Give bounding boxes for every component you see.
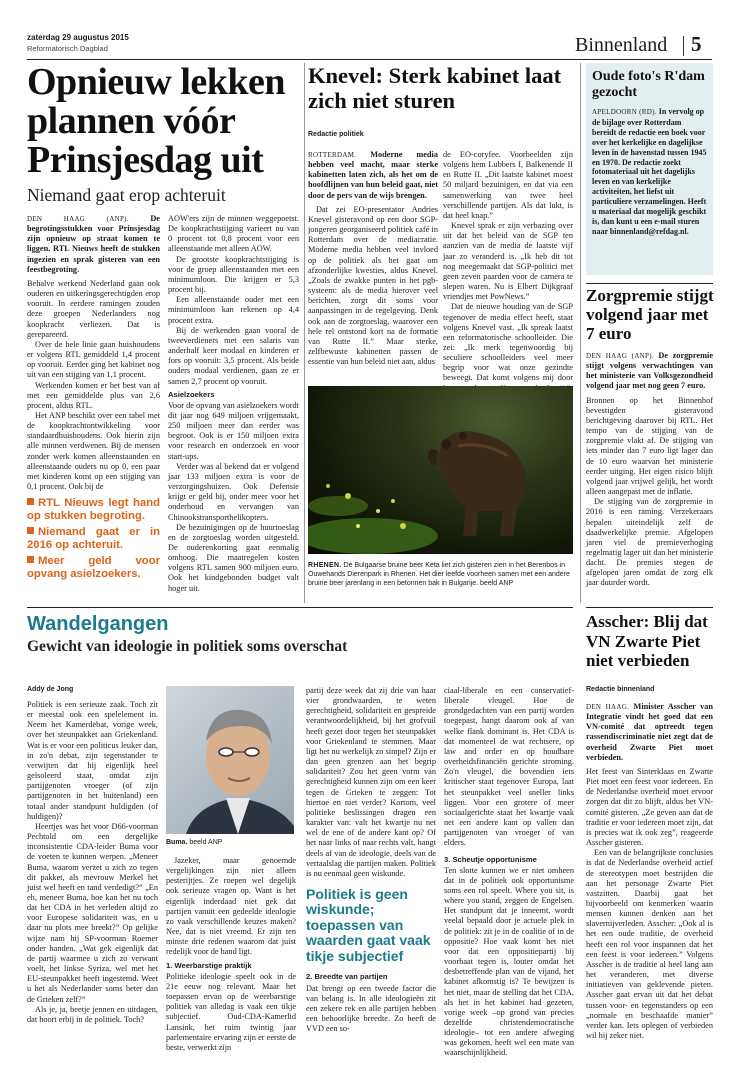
- wandel-col-3: [306, 686, 436, 1034]
- wandel-pull-quote: Politiek is geen wiskunde; toepassen van waarden gaat vaak tikje subjectief: [306, 885, 431, 964]
- asscher-paragraph: Een van de belangrijkste conclusies is dat de Nederlandse overheid actief de stereotypen moet bestrijden die aan het personage Zwarte Piet vastzitten. Daarbij gaat het bijvoorbeeld om kenmerken waarin mensen kunnen denken aan het slavernijverleden. Asscher: „Ook al is het een oude traditie, de overheid heeft een rol voor inspannen dat het een feest is voor iedereen.” Volgens Asscher is de traditie al heel lang aan het veranderen, met diverse initiatieven van geklevende pieten. Asscher gaat ervan uit dat het debat tussen voor- en tegenstanders op een „normale en beschaafde manier” verder kan. Iets oplegen of verbieden wil hij zeker niet.: [586, 848, 713, 1040]
- lead-subtitle: Niemand gaat erop achteruit: [27, 185, 226, 205]
- knevel-paragraph: de EO-coryfee. Voorbeelden zijn volgens hem Lubbers I, Balkenende II en Rutte II. „Dit laatste kabinet moest 50 miljard bezuinigen, en dat via een samenwerking van twee heel verschillende partijen. Als dat lukt, is dat heel knap.”: [443, 150, 573, 220]
- lead-bullet: Meer geld voor opvang asielzoekers.: [27, 555, 160, 580]
- wandel-subhead: 3. Scheutje opportunisme: [444, 854, 537, 864]
- fotos-headline: Oude foto's R'dam gezocht: [592, 69, 705, 100]
- wandel-col-1: [27, 700, 158, 1025]
- bullet-square-icon: [27, 498, 34, 505]
- wandel-paragraph: Heertjes was het voor D66-voorman Pechtold om een dergelijke inconsistentie CDA-leider Buma voor de voeten te kunnen werpen. „Meneer Buma, waarom verzet u zich zo tegen dit pakket, als mevrouw Merkel het juist wel heeft en tand verdedigt?” „En eh, meneer Buma, hoe kan het nu toch dat het CDA in het verleden altijd zo voor Europese solidariteit was, en u daar nu plots mee breekt?” Op gelijke wijze nam hij SP-voorman Roemer onder handen. „Wat gek eigenlijk dat de partij waarmee u zich zo verwant voelt, het linkse Syriza, wel met het EU-steunpakket heeft ingestemd. Weet u het als Nederlander soms beter dan de Grieken zelf?”: [27, 821, 158, 1004]
- wandel-paragraph: Dat brengt op een tweede factor die van belang is. In alle ideologieën zit een zekere rek en alle partijen hebben een behoorlijke breedte. Zo heeft de VVD een so-: [306, 983, 436, 1034]
- bear-photo: [308, 386, 573, 554]
- wandel-paragraph: Politieke ideologie speelt ook in de 21e eeuw nog relevant. Maar het toepassen ervan op de weerbarstige politiek van alledag is vaak een tikje subjectief. Oud-CDA-Kamerlid Lansink, het ruim twintig jaar parlementaire ervaring zijn er eerste de beste, verwerkt zijn: [166, 971, 296, 1052]
- lead-bullet: RTL Nieuws legt hand op stukken begroting.: [27, 497, 160, 522]
- wandel-subhead: 1. Weerbarstige praktijk: [166, 960, 252, 970]
- knevel-paragraph: Dat de nieuwe houding van de SGP tegenover de media effect heeft, staat volgens Knevel vast. „Ik spreak laatst een reformatorische schoolleider. Die zei: „Ik merk tegenwoordig bij seculiere schoolleiders veel meer begrip voor wat onze gezindte beweegt. Dat komt volgens mij door: [443, 302, 573, 383]
- asscher-dateline: DEN HAAG.: [586, 703, 630, 711]
- column-divider: [304, 63, 305, 603]
- lead-paragraph: Werkenden komen er het best van af met een gemiddelde plus van 2,6 procent, aldus RTL.: [27, 380, 160, 410]
- wandel-paragraph: Ten slotte kunnen we er niet omheen dat in de politiek ook opportunisme soms een rol speelt. Where you sit, is where you stand, zeggen de Engelsen. Het standpunt dat je inneemt, wordt veelal bepaald door je actuele plek in de politiek: zit je in de coalitie of in de oppositie? Hoe vaak komt het niet voor dat een oppositiepartij bij voorbaat tegen is, louter omdat het desbetreffende plan van de vijand, het kabinet afkomstig is? Te bewijzen is het niet, maar de stelling dat het CDA, als het in het kabinet had gezeten, vorige week –op grond van precies dezelfde christendemocratische ideologie– tot een andere afweging was gekomen, heeft wel een mate van waarschijnlijkheid.: [444, 865, 574, 1058]
- buma-caption-name: Buma.: [166, 839, 188, 846]
- fotos-text: [592, 107, 707, 237]
- knevel-paragraph: Knevel sprak er zijn verbazing over uit dat het beleid van de SGP ten aanzien van de media de laatste vijf jaar zo veranderd is. „Ik heb dit tot nog meegemaakt dat SGP-politici met geen zeven paarden voor de camera te slepen waren. Nu is Elbert Dijkgraaf vriendjes met PowNews.”: [443, 221, 573, 302]
- buma-photo: [166, 686, 294, 834]
- fotos-dateline: APELDOORN (RD).: [592, 108, 657, 116]
- wandel-kicker: Wandelgangen: [27, 613, 169, 635]
- lead-paragraph: De grootste koopkrachtstijging is voor de groep alleenstaanden met een minimumloon. Die krijgen er 5,3 procent bij.: [168, 254, 299, 295]
- fotos-box: [586, 63, 713, 275]
- bear-caption-place: RHENEN.: [308, 562, 342, 569]
- knevel-col-2: [443, 150, 573, 394]
- wandel-subhead: 2. Breedte van partijen: [306, 972, 388, 982]
- lead-paragraph: Het ANP beschikt over een tabel met de koopkrachtontwikkeling voor standaardhuishoudens. Ook hierin zijn alle minnen verdwenen. Bij de mensen zonder werk komen alleenstaanden en alleenstaande ouders nu op 0, een paar met kinderen komt op een stijging van 0,1 procent. Ook bij de: [27, 410, 160, 492]
- knevel-col-1: [308, 150, 438, 367]
- lead-paragraph: Een alleenstaande ouder met een minimumloon kan rekenen op 4,4 procent extra.: [168, 295, 299, 325]
- bear-caption: [308, 561, 573, 588]
- knevel-paragraph: Dat zei EO-presentator Andries Knevel gisteravond op een door SGP-jongeren georganiseerd politiek café in Rotterdam over de mediacratie. Moderne media hebben veel invloed op de politiek als het gaat om afzonderlijke kwesties, aldus Knevel. „Zoals de zwakke punten in het pgb-systeem: als de media hierover veel berichten, zorgt dit soms voor aanpassingen in de regelgeving. Denk ook aan de zorgtoeslag, waarover een hele rel ontstond kort na de formatie van Rutte II.” Maar sterke, zelfbewuste kabinetten passen de essentie van hun beleid niet aan, aldus: [308, 204, 438, 367]
- section-rule: [586, 607, 713, 608]
- bullet-square-icon: [27, 527, 34, 534]
- zorg-headline: Zorgpremie stijgt volgend jaar met 7 euro: [586, 286, 714, 343]
- lead-dateline: DEN HAAG (ANP).: [27, 215, 129, 223]
- zorg-paragraph: Bronnen op het Binnenhof bevestigden gisteravond berichtgeving daarover bij RTL. Het tempo van de stijging van de zorgpremie vlakt af. De stijging van iets minder dan 7 euro ligt lager dan de 10 euro waarvan het ministerie eerder uitging. Het eigen risico blijft volgend jaar vrijwel gelijk, het wordt alleen aangepast met de inflatie.: [586, 395, 713, 497]
- section-rule: [586, 283, 713, 284]
- asscher-text: [586, 702, 713, 1041]
- lead-paragraph: Voor de opvang van asielzoekers wordt dit jaar nog 649 miljoen vrijgemaakt, 250 miljoen meer dan eerder was begroot. Ook is er 150 miljoen extra voor research en onderzoek en voor start-ups.: [168, 400, 299, 461]
- section-title: Binnenland: [575, 34, 668, 56]
- lead-subhead: Asielzoekers: [168, 389, 215, 399]
- wandel-paragraph: partij deze week dat zij drie van haar vier grondwaarden, te weten gerechtigheid, solidariteit en gespreide verantwoordelijkheid, bij het grofvuil heeft gezet door tegen het steunpakket voor Griekenland te stemmen. Maar ligt het nu werkelijk zo simpel? Zijn er dan geen grenzen aan het begrip solidariteit? Zou het geen vorm van gerechtigheid kunnen zijn om een keer tegen de Grieken te zeggen: Tot hiertoe en niet verder? Kortom, veel politieke beslissingen dragen een karakter van: valt het kwartje nu net wel de ene of de andere kant op? Of het naar links of naar rechts valt, hangt deels af van de ideologie, deels van de vertaalslag die partijen maken. Politiek is nu eenmaal geen wiskunde.: [306, 686, 436, 878]
- wandel-paragraph: ciaal-liberale en een conservatief-liberale vleugel. Hoe de grondgedachten van een partij worden toegepast, hangt daarom ook af van welke flank dominant is. Het CDA is dat momenteel de wat rechtsere, op law and order en op houdbare overheidsfinanciën gerichte stroming. Zo'n vleugel, die bovendien iets kritischer staat tegenover Europa, laat het steunpakket veel sneller links liggen. Voor een grotere of meer sociaalgerichte staat het kwartje vaak net een andere kant op vallen dan partijgenoten van vroeger of van elders.: [444, 686, 574, 848]
- zorg-dateline: DEN HAAG (ANP).: [586, 352, 654, 360]
- column-divider: [580, 63, 581, 603]
- lead-headline: Opnieuw lekken plannen vóór Prinsjesdag uit: [27, 61, 286, 181]
- knevel-intro: Moderne media hebben veel macht, maar sterke kabinetten laten zich, als het om de hoofdlijnen van hun beleid gaat, niet door de pers van de wijs brengen.: [308, 150, 438, 200]
- knevel-headline: Knevel: Sterk kabinet laat zich niet sturen: [308, 63, 562, 113]
- zorg-intro: De zorgpremie stijgt volgens verwachtingen van het ministerie van Volksgezondheid volgend jaar met nog geen 7 euro.: [586, 351, 713, 391]
- lead-paragraph: Over de hele linie gaan huishoudens er volgens RTL gemiddeld 1,4 procent op vooruit. Eerder ging het kabinet nog uit van een stijging van 1,1 procent.: [27, 339, 160, 380]
- buma-caption: [166, 838, 294, 847]
- asscher-intro: Minister Asscher van Integratie vindt het goed dat een VN-comité dat optreedt tegen rassendiscriminatie niet zegt dat de overheid Zwarte Piet moet verbieden.: [586, 702, 714, 762]
- bear-caption-credit: beeld ANP: [480, 580, 514, 587]
- wandel-paragraph: Politiek is een serieuze zaak. Toch zit er meestal ook een spelelement in. Neem het Kamerdebat, vorige week, over het steunpakket aan Griekenland. Wat is er voor een politicus leuker dan, in zo'n debat, zijn tegenstander te verwijten dat hij eigenlijk heel geïsoleerd staat, omdat zijn partijgenoten vroeger (of zijn partijgenoten in het buitenland) een totaal ander standpunt huldigden (of huldigen)?: [27, 700, 158, 821]
- fotos-body: In vervolg op de bijlage over Rotterdam bereidt de redactie een boek voor over het kerkelijke en dagelijkse leven in de havenstad tussen 1945 en 1970. De redactie zoekt fotomateriaal uit het dagelijks leven en van kerkelijke activiteiten, het liefst uit particuliere verzamelingen. Heeft u materiaal dat mogelijk geschikt is, dan kunt u een e-mail sturen naar binnenland@refdag.nl.: [592, 107, 707, 236]
- bear-caption-text: De Bulgaarse bruine beer Keta liet zich gisteren zien in het Berenbos in Ouwehands Dierenpark in Rhenen. Het dier leefde voorheen samen met een andere bruine beer jarenlang in een betonnen bak in Bulgarije.: [308, 562, 570, 587]
- header-paper: Reformatorisch Dagblad: [27, 44, 108, 53]
- knevel-dateline: ROTTERDAM.: [308, 151, 357, 159]
- wandel-col-4: [444, 686, 574, 1059]
- asscher-headline: Asscher: Blij dat VN Zwarte Piet niet verbieden: [586, 612, 708, 670]
- wandel-col-2: [166, 856, 296, 1053]
- knevel-byline: Redactie politiek: [308, 131, 364, 138]
- wandel-paragraph: Als je, ja, beetje jennen en uitdagen, dat hoort erbij in de politiek. Toch?: [27, 1004, 158, 1024]
- lead-paragraph: De bezuinigingen op de huurtoeslag en de zorgtoeslag worden uitgesteld. De ouderenkorting gaat eenmalig omhoog. Die maatregelen kosten volgens RTL samen 900 miljoen euro. Ook het kindgebonden budget valt hoger uit.: [168, 522, 299, 593]
- zorg-paragraph: De stijging van de zorgpremie in 2016 is een raming. Verzekeraars bepalen uiteindelijk zelf de daadwerkelijke premie. Afgelopen jaren viel de premieverhoging regelmatig lager uit dan het ministerie dacht. De premies stegen de afgelopen jaren omdat de zorg elk jaar duurder wordt.: [586, 497, 713, 588]
- header-date: zaterdag 29 augustus 2015: [27, 33, 129, 42]
- page-number: 5: [691, 32, 702, 56]
- wandel-paragraph: Jazeker, maar genoemde vergelijkingen zijn niet alleen pesterijtjes. Ze roepen wel degelijk ook serieuze vragen op. Want is het eigenlijk inderdaad niet gek dat partijen vanuit een gedeelde ideologie zo vaak verschillende keuzes maken? Nee, dat is niet vreemd. Er zijn ten minste drie redenen waarom dat juist redelijk voor de hand ligt.: [166, 856, 296, 957]
- header-rule: [27, 59, 712, 60]
- lead-bullet-list: [27, 497, 160, 580]
- bear-icon: [308, 386, 573, 554]
- wandel-headline: Gewicht van ideologie in politiek soms overschat: [27, 638, 348, 655]
- lead-intro: De begrotingsstukken voor Prinsjesdag zijn opnieuw op straat komen te liggen. RTL Nieuws heeft de stukken ingezien en sprak gisteren van een feestbegroting.: [27, 214, 160, 274]
- bullet-square-icon: [27, 556, 34, 563]
- header-divider: [683, 36, 684, 56]
- wandel-author: Addy de Jong: [27, 686, 74, 693]
- lead-paragraph: Verder was al bekend dat er volgend jaar 133 miljoen extra is voor de verzorgingshuizen. Ook Defensie krijgt er geld bij, onder meer voor het onderhoud en vervangen van Chinookstransporthelikopters.: [168, 461, 299, 522]
- asscher-byline: Redactie binnenland: [586, 686, 655, 693]
- lead-col-1: [27, 214, 160, 584]
- lead-col-2: [168, 214, 299, 594]
- lead-bullet: Niemand gaat er in 2016 op achteruit.: [27, 526, 160, 551]
- lead-paragraph: AOW'ers zijn de minnen weggepoetst. De koopkrachtstijging varieert nu van 0 procent tot 0,8 procent voor een alleenstaande met alleen AOW.: [168, 214, 299, 254]
- asscher-paragraph: Het feest van Sinterklaas en Zwarte Piet moet een feest voor iedereen. En de Nederlandse overheid moet ervoor zorgen dat dit zo blijft, aldus het VN-comité gisteren. „Ze geven aan dat de traditie er voor iedereen moet zijn, dat is precies wat ik ook zeg”, reageerde Asscher gisteren.: [586, 766, 713, 848]
- portrait-icon: [166, 686, 294, 834]
- section-rule: [27, 607, 573, 608]
- buma-caption-credit: beeld ANP: [189, 839, 223, 846]
- lead-paragraph: Bij de werkenden gaan vooral de tweeverdieners met een salaris van anderhalf keer modaal en kinderen er fors op vooruit: 3,5 procent. Als beide ouders modaal verdienen, gaan ze er samen 2,7 procent op vooruit.: [168, 325, 299, 386]
- lead-paragraph: Behalve werkend Nederland gaan ook ouderen en uitkeringsgerechtigden erop vooruit. In eerdere ramingen zouden deze groepen Nederlanders nog koopkracht verliezen. Dat is gerepareerd.: [27, 278, 160, 339]
- zorg-text: [586, 351, 713, 589]
